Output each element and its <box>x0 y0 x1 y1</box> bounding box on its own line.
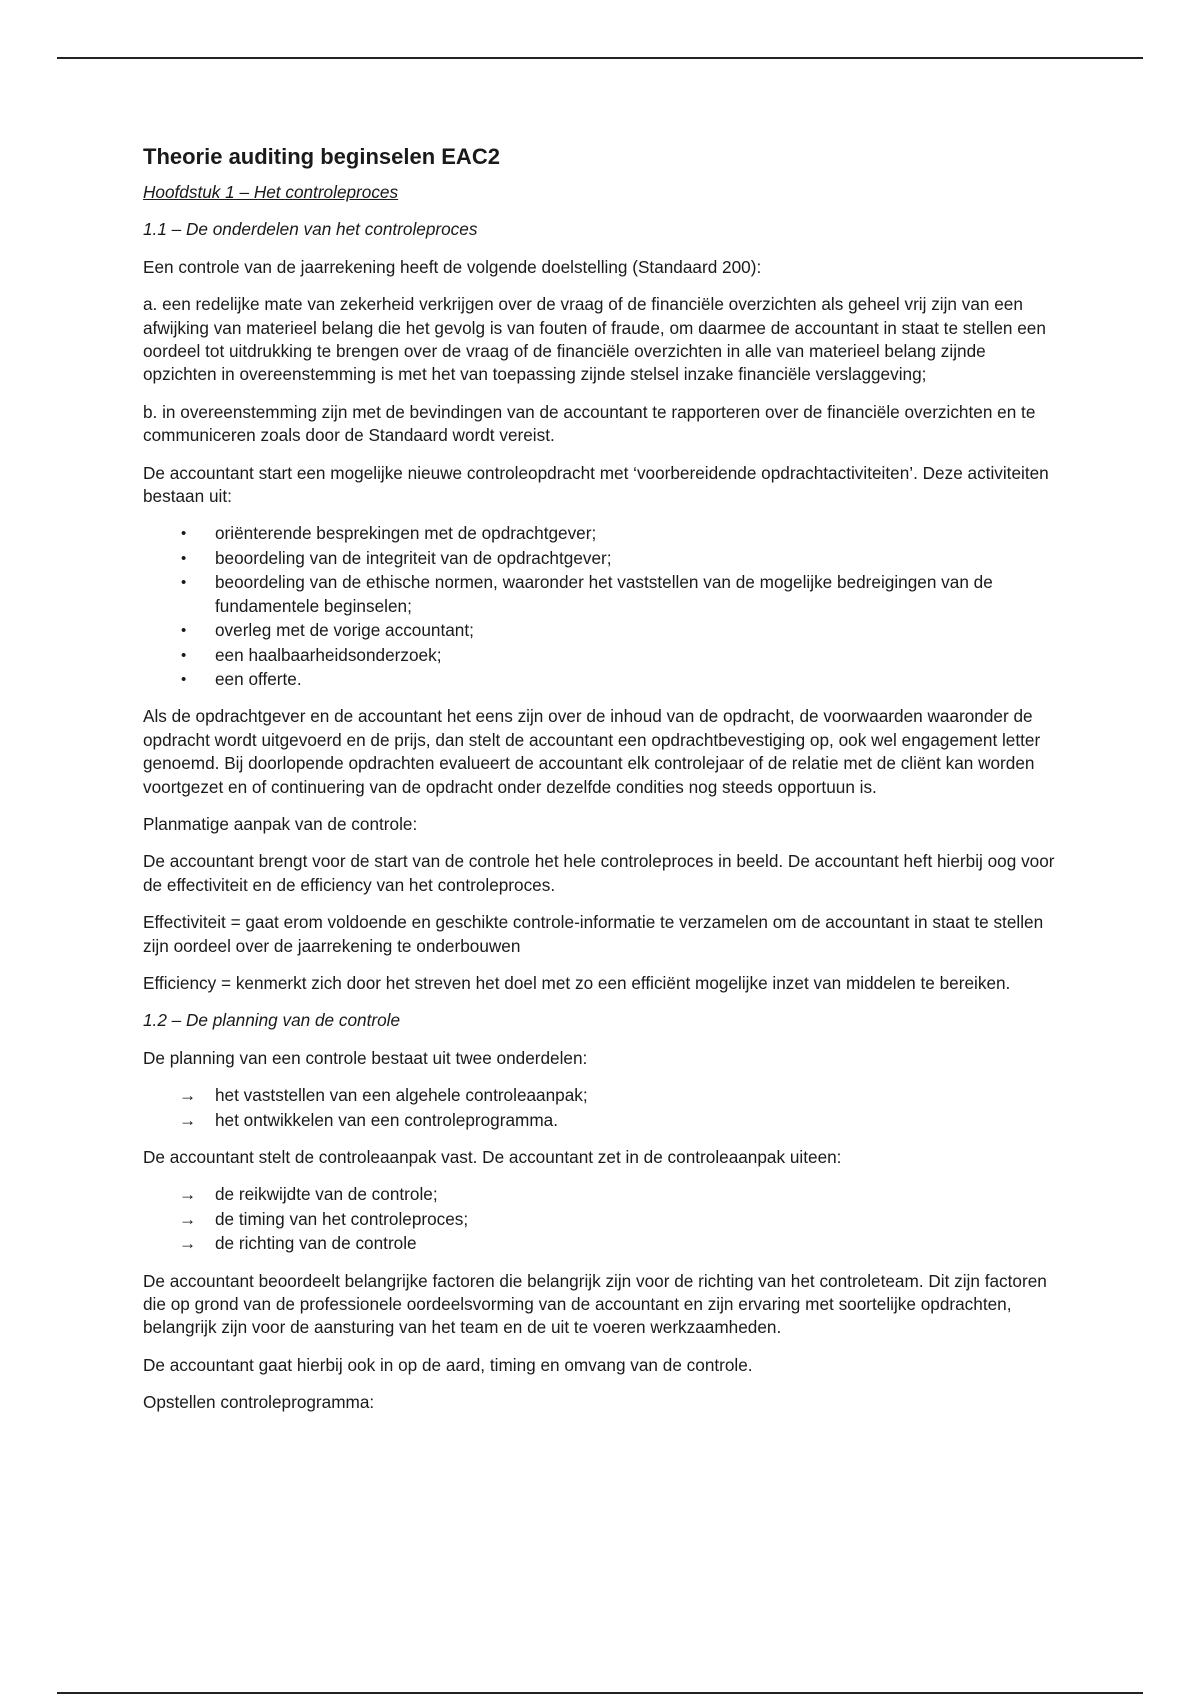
list-item: → de timing van het controleproces; <box>143 1208 1063 1231</box>
paragraph-b: b. in overeenstemming zijn met de bevindingen van de accountant te rapporteren over de financiële overzichten en te communiceren zoals door de Standaard wordt vereist. <box>143 401 1036 446</box>
paragraph-a: a. een redelijke mate van zekerheid verkrijgen over de vraag of de financiële overzichten als geheel vrij zijn van een afwijking van materieel belang die het gevolg is van fouten of fraude, om daarmee de accountant in staat te stellen een oordeel tot uitdrukking te brengen over de vraag of de financiële overzichten in alle van materieel belang zijnde opzichten in overeenstemming is met het van toepassing zijnde stelsel inzake financiële verslaggeving; <box>143 294 1046 385</box>
paragraph-programma: Opstellen controleprogramma: <box>143 1392 375 1413</box>
arrow-right-icon: → <box>179 1208 197 1229</box>
list-item: • overleg met de vorige accountant; <box>143 619 1063 642</box>
list-item: • een haalbaarheidsonderzoek; <box>143 644 1063 667</box>
list-item: → de richting van de controle <box>143 1232 1063 1255</box>
aanpak-items-list <box>143 1183 1063 1255</box>
planning-parts-list <box>143 1084 1063 1132</box>
paragraph-effectiviteit: Effectiviteit = gaat erom voldoende en geschikte controle-informatie te verzamelen om de accountant in staat te stellen zijn oordeel over de jaarrekening te onderbouwen <box>143 912 1044 956</box>
section-heading-1-1: 1.1 – De onderdelen van het controleproces <box>143 219 478 240</box>
paragraph-agreement: Als de opdrachtgever en de accountant het eens zijn over de inhoud van de opdracht, de voorwaarden waaronder de opdracht wordt uitgevoerd en de prijs, dan stelt de accountant een opdrachtbevestiging op, ook wel engagement letter genoemd. Bij doorlopende opdrachten evalueert de accountant elk controlejaar of de relatie met de cliënt kan worden voortgezet en of continuering van de opdracht onder dezelfde condities nog steeds opportuun is. <box>143 706 1041 797</box>
list-item: → de reikwijdte van de controle; <box>143 1183 1063 1206</box>
bullet-icon: • <box>181 525 187 543</box>
footer-rule <box>57 1692 1143 1694</box>
arrow-right-icon: → <box>179 1109 197 1130</box>
list-item: • oriënterende besprekingen met de opdrachtgever; <box>143 522 1063 545</box>
list-item: • beoordeling van de ethische normen, waaronder het vaststellen van de mogelijke bedreigingen van de fundamentele beginselen; <box>181 572 993 616</box>
activities-list <box>143 522 1063 691</box>
paragraph-planmatig: Planmatige aanpak van de controle: <box>143 813 418 834</box>
paragraph-intro: Een controle van de jaarrekening heeft de volgende doelstelling (Standaard 200): <box>143 256 762 277</box>
bullet-icon: • <box>181 646 187 664</box>
arrow-right-icon: → <box>179 1233 197 1254</box>
arrow-right-icon: → <box>179 1085 197 1106</box>
list-item: • beoordeling van de integriteit van de opdrachtgever; <box>143 547 1063 570</box>
paragraph-efficiency: Efficiency = kenmerkt zich door het streven het doel met zo een efficiënt mogelijke inzet van middelen te bereiken. <box>143 972 1011 993</box>
header-rule <box>57 57 1143 59</box>
bullet-icon: • <box>181 574 187 592</box>
paragraph-aard: De accountant gaat hierbij ook in op de aard, timing en omvang van de controle. <box>143 1354 753 1375</box>
paragraph-factoren: De accountant beoordeelt belangrijke factoren die belangrijk zijn voor de richting van het controleteam. Dit zijn factoren die op grond van de professionele oordeelsvorming van de accountant en zijn ervaring met soortelijke opdrachten, belangrijk zijn voor de aansturing van het team en de uit te voeren werkzaamheden. <box>143 1270 1047 1338</box>
arrow-right-icon: → <box>179 1184 197 1205</box>
bullet-icon: • <box>181 622 187 640</box>
paragraph-start: De accountant start een mogelijke nieuwe controleopdracht met ‘voorbereidende opdrachtactiviteiten’. Deze activiteiten bestaan uit: <box>143 462 1049 507</box>
list-item: → het ontwikkelen van een controleprogramma. <box>143 1109 1063 1132</box>
bullet-icon: • <box>181 549 187 567</box>
paragraph-overview: De accountant brengt voor de start van de controle het hele controleproces in beeld. De accountant heft hierbij oog voor de effectiviteit en de efficiency van het controleproces. <box>143 851 1055 895</box>
chapter-heading: Hoofdstuk 1 – Het controleproces <box>143 182 399 202</box>
list-item: → het vaststellen van een algehele controleaanpak; <box>143 1084 1063 1107</box>
bullet-icon: • <box>181 670 187 688</box>
document-title: Theorie auditing beginselen EAC2 <box>143 144 500 169</box>
paragraph-planning-intro: De planning van een controle bestaat uit twee onderdelen: <box>143 1047 588 1068</box>
document-body <box>143 143 1063 1429</box>
paragraph-aanpak: De accountant stelt de controleaanpak vast. De accountant zet in de controleaanpak uiteen: <box>143 1147 842 1167</box>
section-heading-1-2: 1.2 – De planning van de controle <box>143 1010 401 1031</box>
list-item: • een offerte. <box>143 668 1063 691</box>
